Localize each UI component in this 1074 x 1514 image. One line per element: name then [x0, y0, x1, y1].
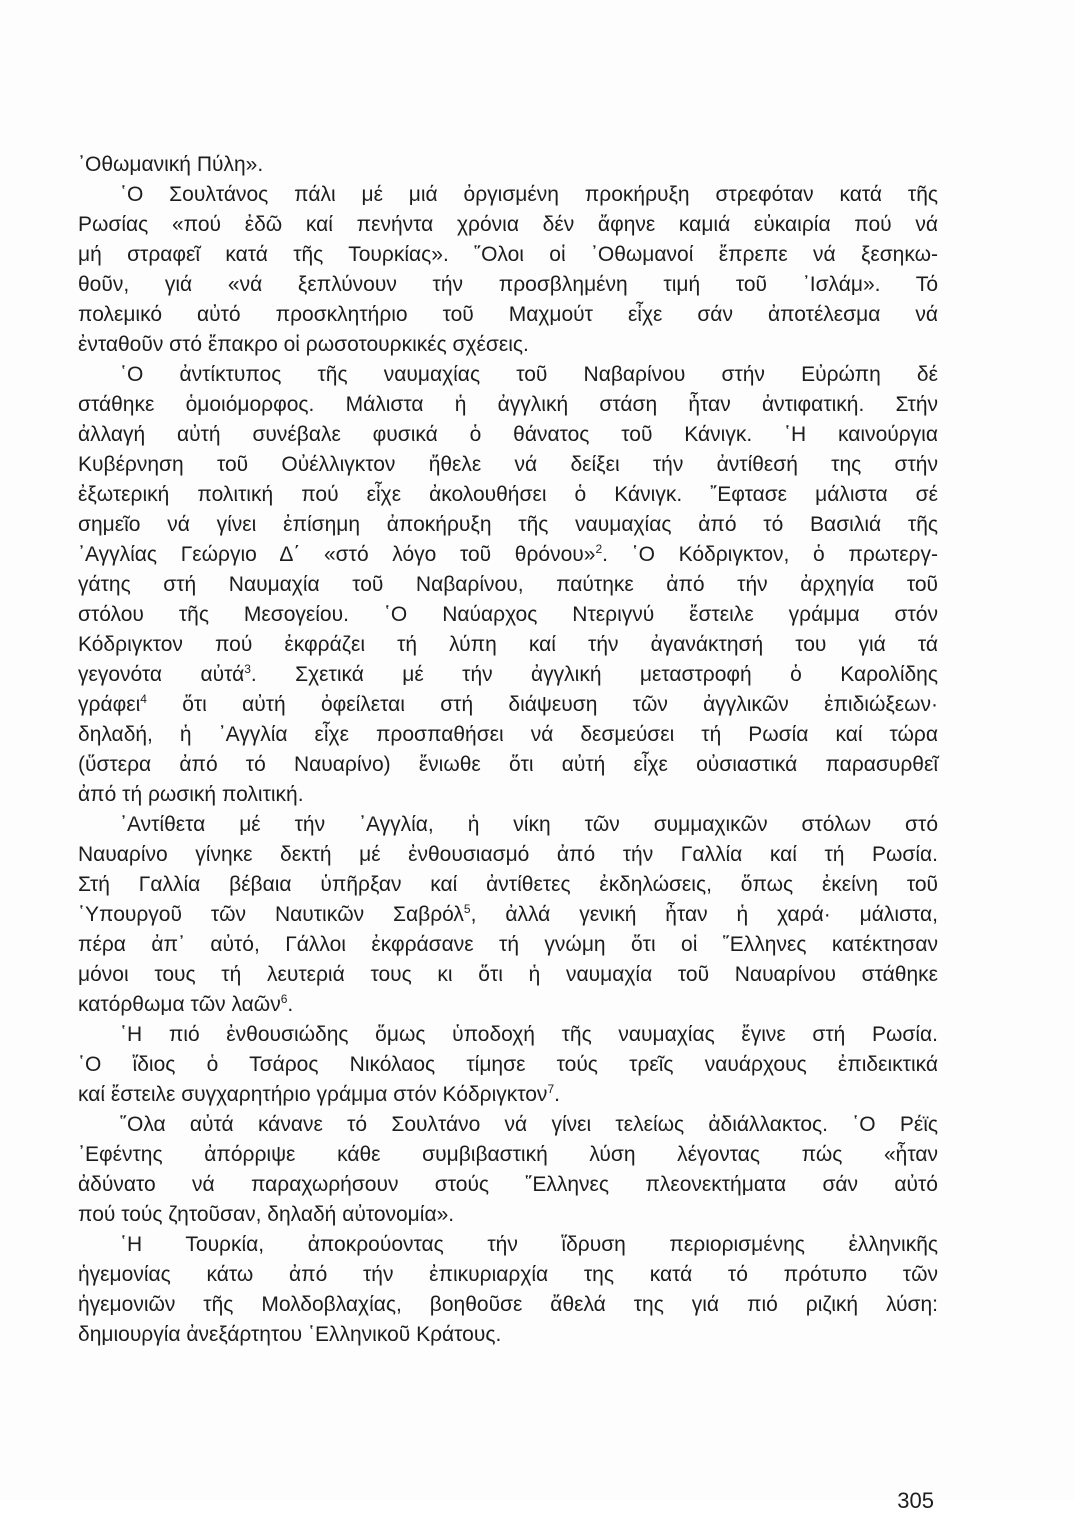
text-line: ᾿Εφέντης ἀπόρριψε κάθε συμβιβαστική λύση λέγοντας πώς «ἦταν	[78, 1143, 938, 1166]
text-segment: καί ἔστειλε συγχαρητήριο γράμμα στόν Κόδριγκτον	[78, 1083, 548, 1106]
text-line: στόλου τῆς Μεσογείου. ῾Ο Ναύαρχος Ντεριγνύ ἔστειλε γράμμα στόν	[78, 603, 938, 626]
text-line: ἡγεμονίας κάτω ἀπό τήν ἐπικυριαρχία της κατά τό πρότυπο τῶν	[78, 1263, 938, 1286]
text-line: ῾Η πιό ἐνθουσιώδης ὅμως ὑποδοχή τῆς ναυμαχίας ἔγινε στή Ρωσία.	[120, 1023, 938, 1046]
footnote-ref: 6	[280, 992, 288, 1006]
text-line: ἀλλαγή αὐτή συνέβαλε φυσικά ὁ θάνατος τοῦ Κάνιγκ. ῾Η καινούργια	[78, 423, 938, 446]
text-segment: γράφει	[78, 693, 141, 716]
text-line	[78, 540, 938, 570]
text-line	[78, 900, 938, 930]
text-line: ἐξωτερική πολιτική πού εἶχε ἀκολουθήσει ὁ Κάνιγκ. ῎Εφτασε μάλιστα σέ	[78, 483, 938, 506]
text-segment: . ῾Ο Κόδριγκτον, ὁ πρωτεργ-	[602, 543, 938, 566]
page-number: 305	[897, 1488, 934, 1513]
body-text	[78, 150, 938, 1350]
text-line: ᾿Αντίθετα μέ τήν ᾿Αγγλία, ἡ νίκη τῶν συμμαχικῶν στόλων στό	[120, 813, 938, 836]
text-line	[78, 660, 938, 690]
text-segment: κατόρθωμα τῶν λαῶν	[78, 993, 281, 1016]
text-line: ῾Ο ἀντίκτυπος τῆς ναυμαχίας τοῦ Ναβαρίνου στήν Εὐρώπη δέ	[120, 363, 938, 386]
text-line: πού τούς ζητοῦσαν, δηλαδή αὐτονομία».	[78, 1203, 455, 1226]
text-line: στάθηκε ὁμοιόμορφος. Μάλιστα ἡ ἀγγλική στάση ἦταν ἀντιφατική. Στήν	[78, 393, 938, 416]
text-line: ῾Ο ἴδιος ὁ Τσάρος Νικόλαος τίμησε τούς τρεῖς ναυάρχους ἐπιδεικτικά	[78, 1053, 938, 1076]
text-line: Στή Γαλλία βέβαια ὑπῆρξαν καί ἀντίθετες ἐκδηλώσεις, ὅπως ἐκείνη τοῦ	[78, 873, 938, 896]
text-line: γάτης στή Ναυμαχία τοῦ Ναβαρίνου, παύτηκε ἀπό τήν ἀρχηγία τοῦ	[78, 573, 938, 596]
text-line: ᾿Οθωμανική Πύλη».	[78, 153, 264, 176]
text-line: ἡγεμονιῶν τῆς Μολδοβλαχίας, βοηθοῦσε ἄθελά της γιά πιό ριζική λύση:	[78, 1293, 938, 1316]
text-line: θοῦν, γιά «νά ξεπλύνουν τήν προσβλημένη τιμή τοῦ ᾿Ισλάμ». Τό	[78, 273, 938, 296]
text-line: ἀπό τή ρωσική πολιτική.	[78, 783, 304, 806]
text-line: (ὕστερα ἀπό τό Ναυαρίνο) ἔνιωθε ὅτι αὐτή εἶχε οὐσιαστικά παρασυρθεῖ	[78, 753, 938, 776]
text-line: δηλαδή, ἡ ᾿Αγγλία εἶχε προσπαθήσει νά δεσμεύσει τή Ρωσία καί τώρα	[78, 723, 938, 746]
text-line	[78, 690, 938, 720]
text-line: δημιουργία ἀνεξάρτητου ῾Ελληνικοῦ Κράτους.	[78, 1323, 502, 1346]
text-line: ἐνταθοῦν στό ἔπακρο οἱ ρωσοτουρκικές σχέσεις.	[78, 333, 529, 356]
text-line: ῾Ο Σουλτάνος πάλι μέ μιά ὀργισμένη προκήρυξη στρεφόταν κατά τῆς	[120, 183, 938, 206]
footnote-ref: 7	[547, 1082, 555, 1096]
footnote-ref: 3	[244, 662, 251, 676]
text-line: ἀδύνατο νά παραχωρήσουν στούς ῞Ελληνες πλεονεκτήματα σάν αὐτό	[78, 1173, 938, 1196]
text-segment: . Σχετικά μέ τήν ἀγγλική μεταστροφή ὁ Καρολίδης	[250, 663, 938, 686]
footnote-ref: 5	[463, 902, 471, 916]
text-segment: γεγονότα αὐτά	[78, 663, 245, 686]
text-line	[78, 1080, 938, 1110]
text-segment: , ἀλλά γενική ἦταν ἡ χαρά· μάλιστα,	[470, 903, 939, 926]
text-line: σημεῖο νά γίνει ἐπίσημη ἀποκήρυξη τῆς ναυμαχίας ἀπό τό Βασιλιά τῆς	[78, 513, 938, 536]
footnote-ref: 2	[595, 542, 603, 556]
text-line: Κόδριγκτον πού ἐκφράζει τή λύπη καί τήν ἀγανάκτησή του γιά τά	[78, 633, 938, 656]
text-line: Ναυαρίνο γίνηκε δεκτή μέ ἐνθουσιασμό ἀπό τήν Γαλλία καί τή Ρωσία.	[78, 843, 938, 866]
text-segment: .	[554, 1083, 560, 1106]
text-segment: ᾿Αγγλίας Γεώργιο Δ΄ «στό λόγο τοῦ θρόνου»	[78, 543, 596, 566]
text-line: ῞Ολα αὐτά κάνανε τό Σουλτάνο νά γίνει τελείως ἀδιάλλακτος. ῾Ο Ρέϊς	[120, 1113, 938, 1136]
text-line: πολεμικό αὐτό προσκλητήριο τοῦ Μαχμούτ εἶχε σάν ἀποτέλεσμα νά	[78, 303, 938, 326]
text-line: Ρωσίας «πού ἐδῶ καί πενήντα χρόνια δέν ἄφηνε καμιά εὐκαιρία πού νά	[78, 213, 938, 236]
text-line: μή στραφεῖ κατά τῆς Τουρκίας». ῞Ολοι οἱ ᾿Οθωμανοί ἔπρεπε νά ξεσηκω-	[78, 243, 938, 266]
footnote-ref: 4	[140, 692, 147, 706]
text-segment: ῾Υπουργοῦ τῶν Ναυτικῶν Σαβρόλ	[78, 903, 464, 926]
text-line: μόνοι τους τή λευτεριά τους κι ὅτι ἡ ναυμαχία τοῦ Ναυαρίνου στάθηκε	[78, 963, 938, 986]
text-line: πέρα ἀπ᾿ αὐτό, Γάλλοι ἐκφράσανε τή γνώμη ὅτι οἱ ῞Ελληνες κατέκτησαν	[78, 933, 938, 956]
text-segment: .	[287, 993, 294, 1016]
text-line: ῾Η Τουρκία, ἀποκρούοντας τήν ἵδρυση περιορισμένης ἑλληνικῆς	[120, 1233, 938, 1256]
text-line	[78, 990, 938, 1020]
text-segment: ὅτι αὐτή ὀφείλεται στή διάψευση τῶν ἀγγλικῶν ἐπιδιώξεων·	[146, 693, 938, 716]
text-line: Κυβέρνηση τοῦ Οὐέλλιγκτον ἤθελε νά δείξει τήν ἀντίθεσή της στήν	[78, 453, 938, 476]
